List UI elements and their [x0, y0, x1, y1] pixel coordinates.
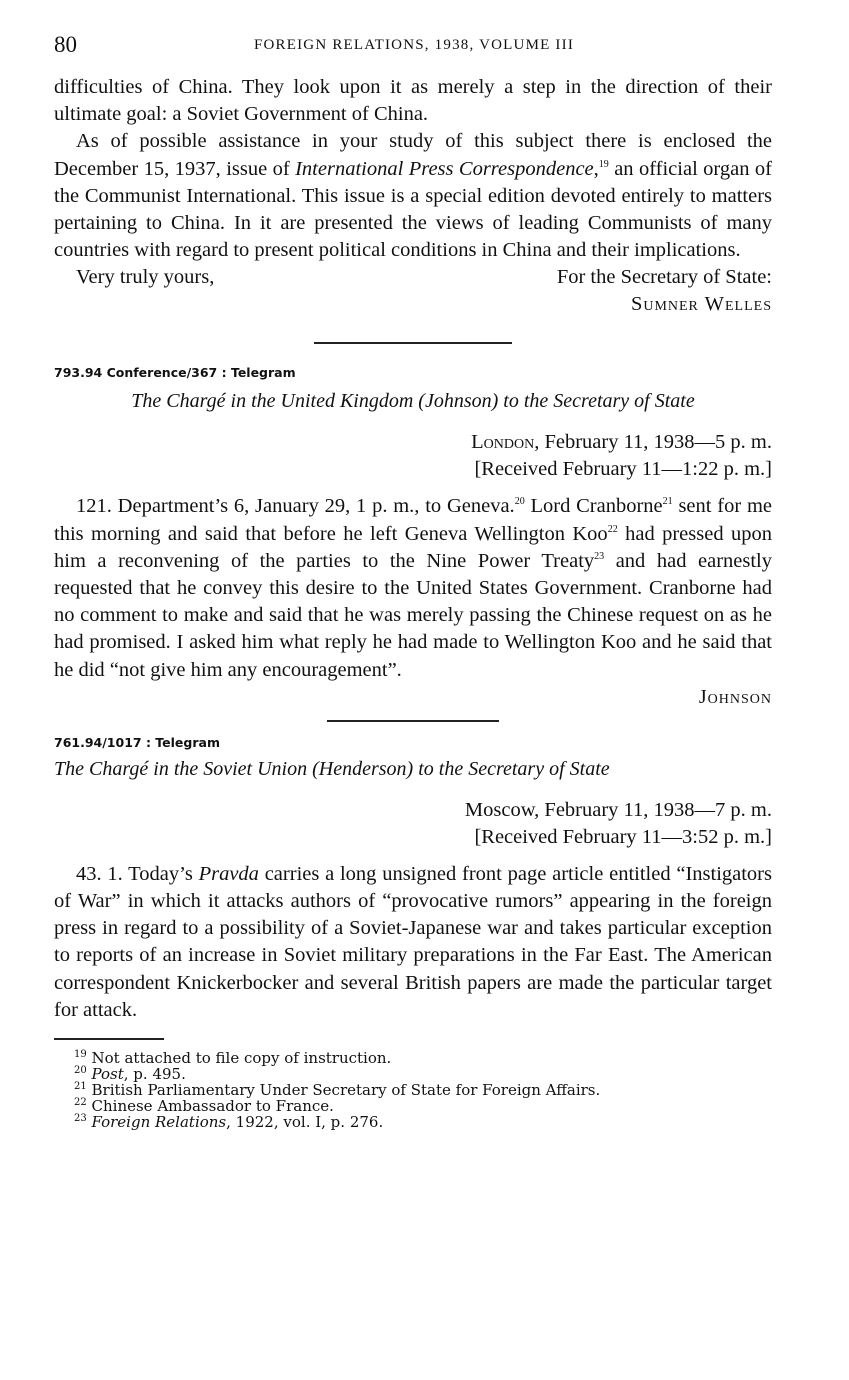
letter-signature: Sumner Welles	[630, 293, 772, 316]
footnotes	[54, 1050, 772, 1130]
footnote-ref-20: 20	[514, 496, 525, 508]
received-line-2: [Received February 11—3:52 p. m.]	[474, 825, 772, 848]
telegram-signature-1: Johnson	[698, 685, 772, 708]
closing-for-secretary: For the Secretary of State:	[556, 266, 772, 289]
footnote-20: $^{20}$ Post, p. 495.	[74, 1064, 186, 1083]
telegram-body-1: 121. Department’s 6, January 29, 1 p. m., to Geneva.$^{20}$ Lord Cranborne$^{21}$ sent for me this morning and said that before he left Geneva Wellington Koo$^{22}$ had pressed upon him a reconvening of the parties to the Nine Power Treaty$^{23}$ and had earnestly requested that he convey this desire to the United States Government. Cranborne had no comment to make and said that he was merely passing the Chinese request on as he had promised. I asked him what reply he had made to Wellington Koo and he said that he did “not give him any encouragement”.	[54, 495, 773, 681]
running-head: FOREIGN RELATIONS, 1938, VOLUME III	[253, 37, 575, 53]
section-divider	[314, 342, 512, 344]
dateline-1: London, February 11, 1938—5 p. m.	[471, 431, 772, 454]
letter-paragraph-2: As of possible assistance in your study of this subject there is enclosed the December 15, 1937, issue of International Press Correspondence,$^{19}$ an official organ of the Communist International. This issue is a special edition devoted entirely to matters pertaining to China. In it are presented the views of leading Communists of many countries with regard to present political conditions in China and their implications.	[54, 130, 772, 262]
file-reference-2: 761.94/1017 : Telegram	[54, 734, 220, 750]
page-content	[54, 74, 772, 1130]
footnote-divider	[54, 1038, 164, 1040]
page-number: 80	[54, 32, 77, 57]
footnote-ref-23: 23	[594, 551, 605, 562]
footnote-22: $^{22}$ Chinese Ambassador to France.	[74, 1096, 334, 1115]
received-line-1: [Received February 11—1:22 p. m.]	[474, 458, 772, 481]
telegram-body-2: 43. 1. Today’s Pravda carries a long unsigned front page article entitled “Instigators of War” in which it attacks authors of “provocative rumors” appearing in the foreign press in regard to a possibility of a Soviet-Japanese war and takes particular exception to reports of an increase in Soviet military preparations in the Far East. The American correspondent Knickerbocker and several British papers are made the particular target for attack.	[54, 862, 772, 1021]
footnote-ref-19: 19	[598, 158, 609, 170]
footnote-23: $^{23}$ Foreign Relations, 1922, vol. I, p. 276.	[74, 1112, 384, 1131]
footnote-ref-21: 21	[662, 496, 673, 508]
file-reference-1: 793.94 Conference/367 : Telegram	[54, 365, 296, 381]
letter-paragraph-1: difficulties of China. They look upon it as merely a step in the direction of their ultimate goal: a Soviet Government of China.	[54, 76, 772, 126]
footnote-21: $^{21}$ British Parliamentary Under Secretary of State for Foreign Affairs.	[74, 1080, 601, 1099]
footnote-19: $^{19}$ Not attached to file copy of instruction.	[74, 1048, 392, 1067]
document-title-2: The Chargé in the Soviet Union (Henderson) to the Secretary of State	[54, 757, 610, 780]
footnote-ref-22: 22	[607, 523, 618, 535]
page-header	[54, 32, 774, 60]
publication-title: International Press Correspondence	[295, 157, 594, 180]
letter-closing	[54, 264, 772, 318]
closing-salutation: Very truly yours,	[76, 266, 215, 289]
newspaper-name: Pravda	[198, 862, 259, 885]
document-title-1: The Chargé in the United Kingdom (Johnson) to the Secretary of State	[131, 390, 695, 413]
section-divider-2	[327, 720, 499, 722]
dateline-2: Moscow, February 11, 1938—7 p. m.	[464, 798, 772, 821]
